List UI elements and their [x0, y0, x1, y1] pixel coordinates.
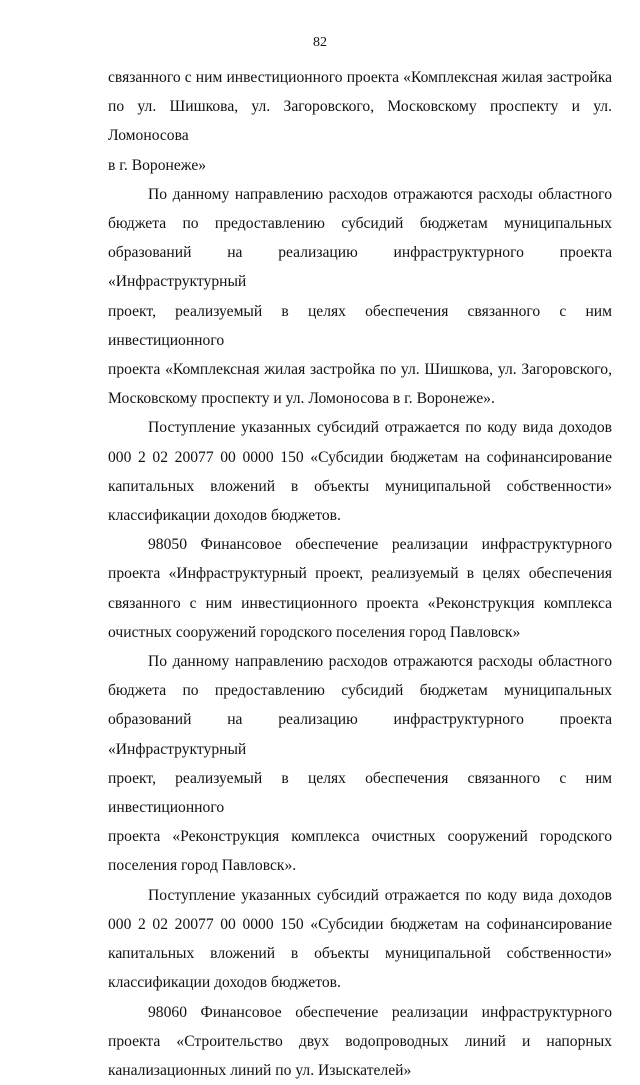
- text-line: проекта «Строительство двух водопроводных линий и напорных: [108, 1027, 612, 1056]
- page-number: 82: [0, 35, 640, 51]
- text-line: образований на реализацию инфраструктурного проекта «Инфраструктурный: [108, 705, 612, 763]
- text-line: 000 2 02 20077 00 0000 150 «Субсидии бюджетам на софинансирование: [108, 443, 612, 472]
- text-line: проекта «Инфраструктурный проект, реализуемый в целях обеспечения: [108, 559, 612, 588]
- paragraph: [108, 530, 612, 647]
- text-line: образований на реализацию инфраструктурного проекта «Инфраструктурный: [108, 238, 612, 296]
- text-line: проект, реализуемый в целях обеспечения связанного с ним инвестиционного: [108, 764, 612, 822]
- paragraph: [108, 180, 612, 414]
- text-line: Московскому проспекту и ул. Ломоносова в г. Воронеже».: [108, 384, 612, 413]
- text-line: очистных сооружений городского поселения город Павловск»: [108, 618, 612, 647]
- text-line: 000 2 02 20077 00 0000 150 «Субсидии бюджетам на софинансирование: [108, 910, 612, 939]
- paragraph: [108, 63, 612, 180]
- text-line: связанного с ним инвестиционного проекта «Комплексная жилая застройка: [108, 63, 612, 92]
- document-body: [108, 63, 612, 1085]
- text-line: По данному направлению расходов отражаются расходы областного: [108, 647, 612, 676]
- text-line: классификации доходов бюджетов.: [108, 501, 612, 530]
- text-line: 98060 Финансовое обеспечение реализации инфраструктурного: [108, 998, 612, 1027]
- text-line: поселения город Павловск».: [108, 851, 612, 880]
- paragraph: [108, 881, 612, 998]
- text-line: 98050 Финансовое обеспечение реализации инфраструктурного: [108, 530, 612, 559]
- text-line: в г. Воронеже»: [108, 151, 612, 180]
- text-line: канализационных линий по ул. Изыскателей»: [108, 1056, 612, 1085]
- paragraph: [108, 413, 612, 530]
- text-line: классификации доходов бюджетов.: [108, 968, 612, 997]
- text-line: проекта «Реконструкция комплекса очистных сооружений городского: [108, 822, 612, 851]
- text-line: бюджета по предоставлению субсидий бюджетам муниципальных: [108, 676, 612, 705]
- text-line: Поступление указанных субсидий отражается по коду вида доходов: [108, 413, 612, 442]
- text-line: капитальных вложений в объекты муниципальной собственности»: [108, 472, 612, 501]
- text-line: Поступление указанных субсидий отражается по коду вида доходов: [108, 881, 612, 910]
- text-line: бюджета по предоставлению субсидий бюджетам муниципальных: [108, 209, 612, 238]
- paragraph: [108, 647, 612, 881]
- text-line: связанного с ним инвестиционного проекта «Реконструкция комплекса: [108, 589, 612, 618]
- text-line: проекта «Комплексная жилая застройка по ул. Шишкова, ул. Загоровского,: [108, 355, 612, 384]
- text-line: проект, реализуемый в целях обеспечения связанного с ним инвестиционного: [108, 297, 612, 355]
- text-line: капитальных вложений в объекты муниципальной собственности»: [108, 939, 612, 968]
- paragraph: [108, 998, 612, 1085]
- text-line: по ул. Шишкова, ул. Загоровского, Московскому проспекту и ул. Ломоносова: [108, 92, 612, 150]
- text-line: По данному направлению расходов отражаются расходы областного: [108, 180, 612, 209]
